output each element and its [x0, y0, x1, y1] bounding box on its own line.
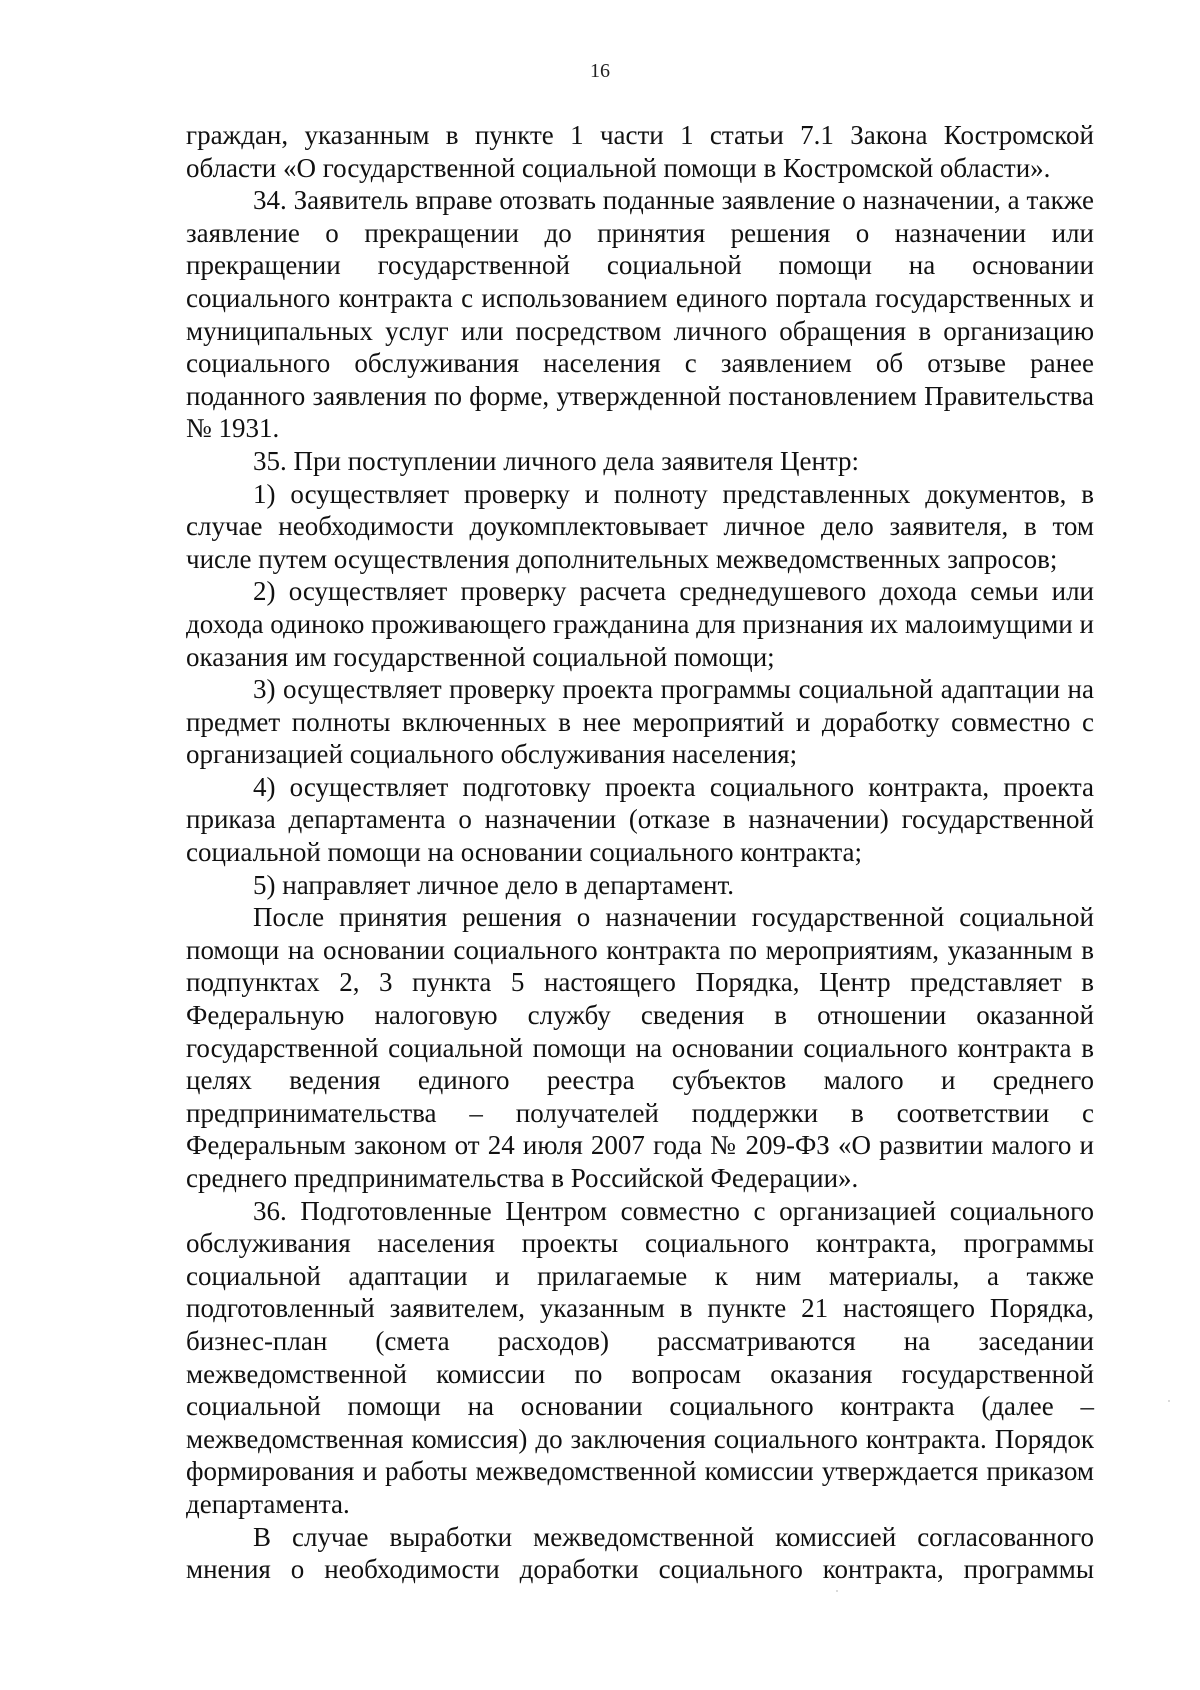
scan-speck	[1168, 1400, 1170, 1402]
paragraph-35-item-2: 2) осуществляет проверку расчета среднедушевого дохода семьи или дохода одиноко проживающего гражданина для признания их малоимущими и оказания им государственной социальной помощи;	[186, 576, 1094, 672]
document-body	[186, 119, 1094, 1586]
paragraph-35-item-4: 4) осуществляет подготовку проекта социального контракта, проекта приказа департамента о назначении (отказе в назначении) государственной социальной помощи на основании социального контракта;	[186, 771, 1094, 868]
paragraph-35-item-1: 1) осуществляет проверку и полноту представленных документов, в случае необходимости доукомплектовывает личное дело заявителя, в том числе путем осуществления дополнительных межведомственных запросов;	[186, 478, 1094, 574]
paragraph-commission-case: В случае выработки межведомственной комиссией согласованного мнения о необходимости доработки социального контракта, программы	[186, 1521, 1094, 1585]
paragraph-35-item-5: 5) направляет личное дело в департамент.	[253, 869, 734, 900]
paragraph-36: 36. Подготовленные Центром совместно с организацией социального обслуживания населения проекты социального контракта, программы социальной адаптации и прилагаемые к ним материалы, а также подготовленный заявителем, указанным в пункте 21 настоящего Порядка, бизнес-план (смета расходов) рассматриваются на заседании межведомственной комиссии по вопросам оказания государственной социальной помощи на основании социального контракта (далее – межведомственная комиссия) до заключения социального контракта. Порядок формирования и работы межведомственной комиссии утверждается приказом департамента.	[186, 1195, 1094, 1519]
page-number: 16	[590, 60, 610, 82]
paragraph-continuation: граждан, указанным в пункте 1 части 1 статьи 7.1 Закона Костромской области «О государственной социальной помощи в Костромской области».	[186, 120, 1094, 183]
paragraph-35-item-3: 3) осуществляет проверку проекта программы социальной адаптации на предмет полноты включенных в нее мероприятий и доработку совместно с организацией социального обслуживания населения;	[186, 674, 1094, 770]
paragraph-35: 35. При поступлении личного дела заявителя Центр:	[253, 445, 860, 476]
paragraph-34: 34. Заявитель вправе отозвать поданные заявление о назначении, а также заявление о прекращении до принятия решения о назначении или прекращении государственной социальной помощи на основании социального контракта с использованием единого портала государственных и муниципальных услуг или посредством личного обращения в организацию социального обслуживания населения с заявлением об отзыве ранее поданного заявления по форме, утвержденной постановлением Правительства № 1931.	[186, 185, 1094, 444]
paragraph-after-decision: После принятия решения о назначении государственной социальной помощи на основании социального контракта по мероприятиям, указанным в подпунктах 2, 3 пункта 5 настоящего Порядка, Центр представляет в Федеральную налоговую службу сведения в отношении оказанной государственной социальной помощи на основании социального контракта в целях ведения единого реестра субъектов малого и среднего предпринимательства – получателей поддержки в соответствии с Федеральным законом от 24 июля 2007 года № 209-ФЗ «О развитии малого и среднего предпринимательства в Российской Федерации».	[186, 902, 1094, 1193]
scan-speck	[836, 1590, 838, 1592]
